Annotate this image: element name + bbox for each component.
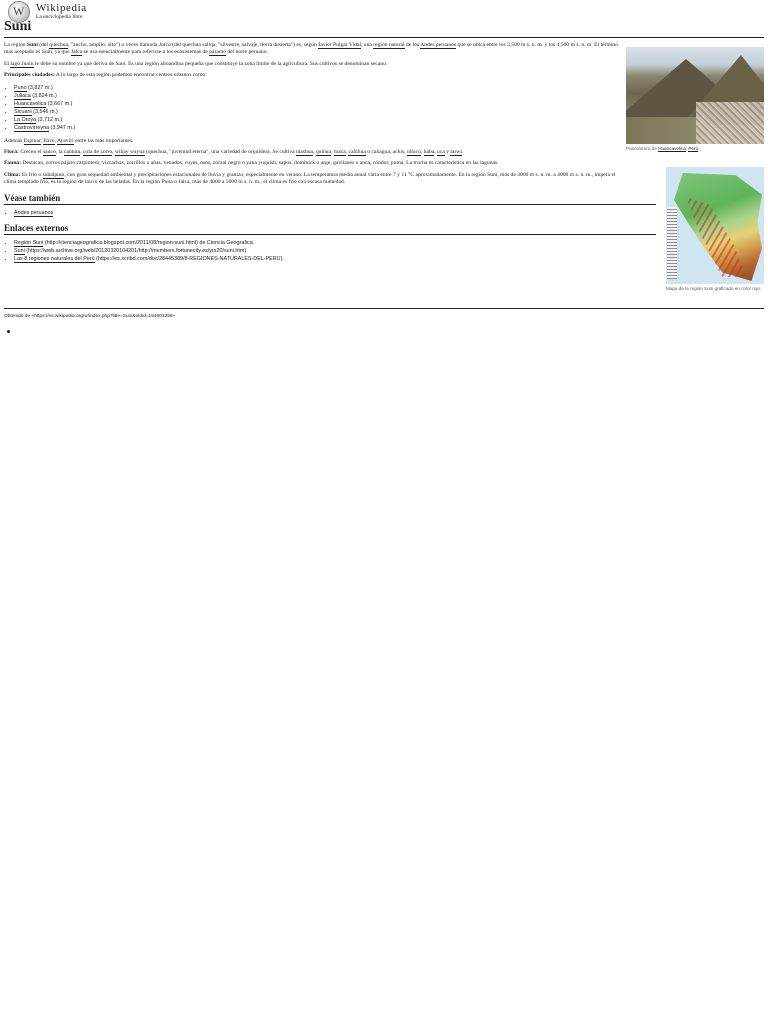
inline-link[interactable]: quechua — [49, 42, 69, 48]
text-run: que se ubica entre los 3,500 m s. n. m. y los 4,500 m s. n. m. El término más aceptado es Suni, ya que — [4, 42, 618, 56]
city-item — [14, 124, 618, 132]
text-run: , — [112, 149, 115, 156]
text-run: . Es una región altoandina pequeña que constituye la zona límite de la agricultura. Sus cultivos se denominan secano. — [125, 60, 388, 67]
page-title: Suni — [4, 19, 32, 34]
text-run: le debe su nombre ya que deriva de — [33, 60, 116, 67]
cities-label: Principales ciudades: — [4, 72, 55, 79]
inline-link[interactable]: wiñay wayna — [114, 149, 145, 156]
figure-suni-map — [666, 167, 764, 292]
city-altitude: (3,712 m.) — [36, 116, 63, 123]
inline-link[interactable]: cañihua — [348, 149, 366, 156]
huancavelica-photo[interactable] — [626, 47, 764, 144]
inline-link[interactable]: quinua — [315, 149, 332, 156]
wikipedia-wordmark[interactable]: Wikipedia — [36, 2, 87, 15]
site-brand[interactable] — [36, 3, 87, 21]
city-link[interactable]: Huancavelica — [14, 100, 47, 107]
inline-link[interactable]: Ayaviri — [57, 137, 74, 144]
cities-intro-text: A lo largo de esta región podemos encontrar centros urbanos como: — [54, 72, 207, 79]
city-altitude: (3,546 m.) — [31, 108, 58, 115]
text-run: Crecen el — [18, 149, 43, 156]
city-link[interactable]: La Oroya — [14, 116, 37, 123]
text-run: Además — [4, 137, 24, 144]
text-run: , "ancho, amplio, alto") o veces llamada — [68, 42, 159, 48]
see-also-heading: Véase también — [4, 195, 656, 205]
title-divider — [4, 37, 764, 38]
bold-text: Clima: — [4, 171, 21, 178]
inline-link[interactable]: Espinar — [23, 137, 41, 144]
inline-link[interactable]: tarwi — [450, 149, 462, 156]
external-link[interactable]: Región Suni — [14, 240, 44, 247]
caption-link-peru[interactable]: Perú — [688, 146, 699, 151]
also-paragraph — [4, 138, 618, 145]
city-link[interactable]: Puno — [14, 84, 27, 91]
text-run: (quechua, "juventud eterna", una variedad de orquídea). Se cultiva — [144, 149, 296, 156]
text-run: La región — [4, 42, 27, 48]
text-run: Es frío o — [20, 171, 43, 178]
site-tagline: La enciclopedia libre — [36, 14, 83, 21]
city-item — [14, 84, 618, 92]
text-run: , — [54, 137, 58, 144]
city-altitude: (3,667 m.) — [46, 100, 73, 107]
city-altitude: (3,824 m.) — [30, 92, 57, 99]
text-run: (del quechua sallqa, "silvestre, salvaje, tierra desierta") es, según — [170, 42, 319, 48]
text-run: entre las más importantes. — [73, 137, 134, 144]
external-link-url: (http://cienciageografica.blogspot.com/2011/08/region-suni.html) de Ciencia Geografica. — [43, 240, 255, 247]
city-link[interactable]: Sicuani — [14, 108, 32, 115]
city-altitude: (3,947 m.) — [49, 124, 76, 131]
figure-caption: Panorámica de Huancavelica, Perú. — [626, 146, 700, 151]
cities-list — [14, 84, 618, 132]
external-link-item — [14, 247, 618, 255]
inline-link[interactable]: subalpino — [42, 171, 65, 178]
footer-divider — [4, 308, 764, 309]
inline-link[interactable]: mashua — [295, 149, 314, 156]
inline-link[interactable]: haba — [423, 149, 435, 156]
external-link-item — [14, 239, 618, 247]
inline-link[interactable]: páramo — [209, 49, 226, 56]
external-links-heading: Enlaces externos — [4, 225, 656, 235]
text-run: (del — [37, 42, 50, 48]
retrieved-from: Obtenido de «https://es.wikipedia.org/w/index.php?title=Suni&oldid=154801359» — [4, 314, 176, 319]
city-item — [14, 116, 618, 124]
bold-text: Flora: — [4, 149, 19, 156]
city-link[interactable]: Juliaca — [14, 92, 31, 99]
italic-text: Jalca — [158, 42, 171, 48]
city-item — [14, 108, 618, 116]
text-run: , — [345, 149, 349, 156]
inline-link[interactable]: oca — [437, 149, 445, 156]
text-run: o cañagua, achis, — [365, 149, 407, 156]
figure-huancavelica — [626, 47, 764, 152]
inline-link[interactable]: olluco — [406, 149, 421, 156]
city-altitude: (3,827 m.) — [26, 84, 53, 91]
see-also-item — [14, 209, 618, 217]
inline-link[interactable]: lago Junín — [10, 60, 34, 67]
inline-link[interactable]: maca — [333, 149, 346, 156]
map-caption: Mapa de la región Suni graficado en color rojo. — [666, 286, 762, 291]
external-link-item — [14, 255, 618, 263]
text-run: , — [331, 149, 334, 156]
text-run: se usa esencialmente para referirse a los ecosistemas de — [82, 49, 210, 56]
external-link[interactable]: Suni — [14, 248, 25, 255]
external-link-url: (https://web.archive.org/web/20120320104201/http://members.fortunecity.es/yrs20/suni.htm) — [24, 248, 247, 255]
fauna-paragraph — [4, 160, 618, 167]
text-run: , la — [55, 149, 64, 156]
text-run: , — [420, 149, 424, 156]
text-run: del norte peruano. — [225, 49, 268, 56]
italic-text: Suni — [115, 60, 126, 67]
text-run: , — [80, 149, 83, 156]
inline-link[interactable]: región natural — [373, 42, 405, 48]
external-link-url: (https://es.scribd.com/doc/28445389/8-REGIONES-NATURALES-DEL-PERU). — [94, 256, 284, 263]
see-also-list — [14, 209, 618, 217]
city-link[interactable]: Castrovirreyna — [14, 124, 50, 131]
suni-region-map[interactable] — [666, 167, 764, 284]
external-link[interactable]: Las 8 regiones naturales del Perú — [14, 256, 95, 263]
inline-link[interactable]: cola de zorro — [82, 149, 113, 156]
external-links-list — [14, 239, 618, 263]
text-run: . — [461, 149, 464, 156]
inline-link[interactable]: Jalca — [70, 49, 83, 56]
article-body — [4, 42, 618, 269]
inline-link[interactable]: sauco — [43, 149, 56, 156]
empty-list-bullet — [7, 330, 10, 333]
text-run: y — [444, 149, 451, 156]
clima-paragraph — [4, 172, 618, 187]
text-run: de los — [404, 42, 421, 48]
inline-link[interactable]: Javier Pulgar Vidal — [318, 42, 361, 48]
bold-text: Fauna: — [4, 160, 22, 167]
text-run: , una — [361, 42, 374, 48]
text-run: , — [313, 149, 316, 156]
caption-link-huancavelica[interactable]: Huancavelica — [658, 146, 686, 151]
intro-paragraph-2 — [4, 61, 618, 68]
inline-link[interactable]: Andes peruanos — [420, 42, 457, 48]
city-item — [14, 92, 618, 100]
text-run: Destacan, zorros pájaro carpintero, vizcachas, zorrillos o añas, venados, cuyes, osos, zorzal negro o yana yuquish, sapos, dominick o arge, gavilanes o anca, cóndor, puma. La trucha es característica en las lagunas. — [21, 160, 499, 167]
text-run: , con gran sequedad ambiental y precipitaciones estacionales de lluvia y granizo, especialmente en verano. La temperatura media anual varía entre 7 y 11 °C aproximadamente. En la región Suni, más de 3000 m s. n. m. a 4000 m s. n. m., impera el clima templado frío, es la región de inicio de las heladas. En la región Puna o Jalca, más de 4000 a 5000 m s. n. m., el clima es frío con escasa humedad. — [4, 171, 616, 186]
inline-link[interactable]: cantuta — [63, 149, 81, 156]
see-also-link[interactable]: Andes peruanos — [14, 210, 54, 217]
intro-paragraph-1 — [4, 42, 618, 57]
flora-paragraph — [4, 149, 618, 156]
text-run: , — [434, 149, 438, 156]
city-item — [14, 100, 618, 108]
inline-link[interactable]: Ilave — [43, 137, 55, 144]
text-run: El — [4, 60, 11, 67]
bold-text: Suni — [27, 42, 38, 48]
text-run: , — [40, 137, 44, 144]
cities-intro — [4, 72, 618, 79]
